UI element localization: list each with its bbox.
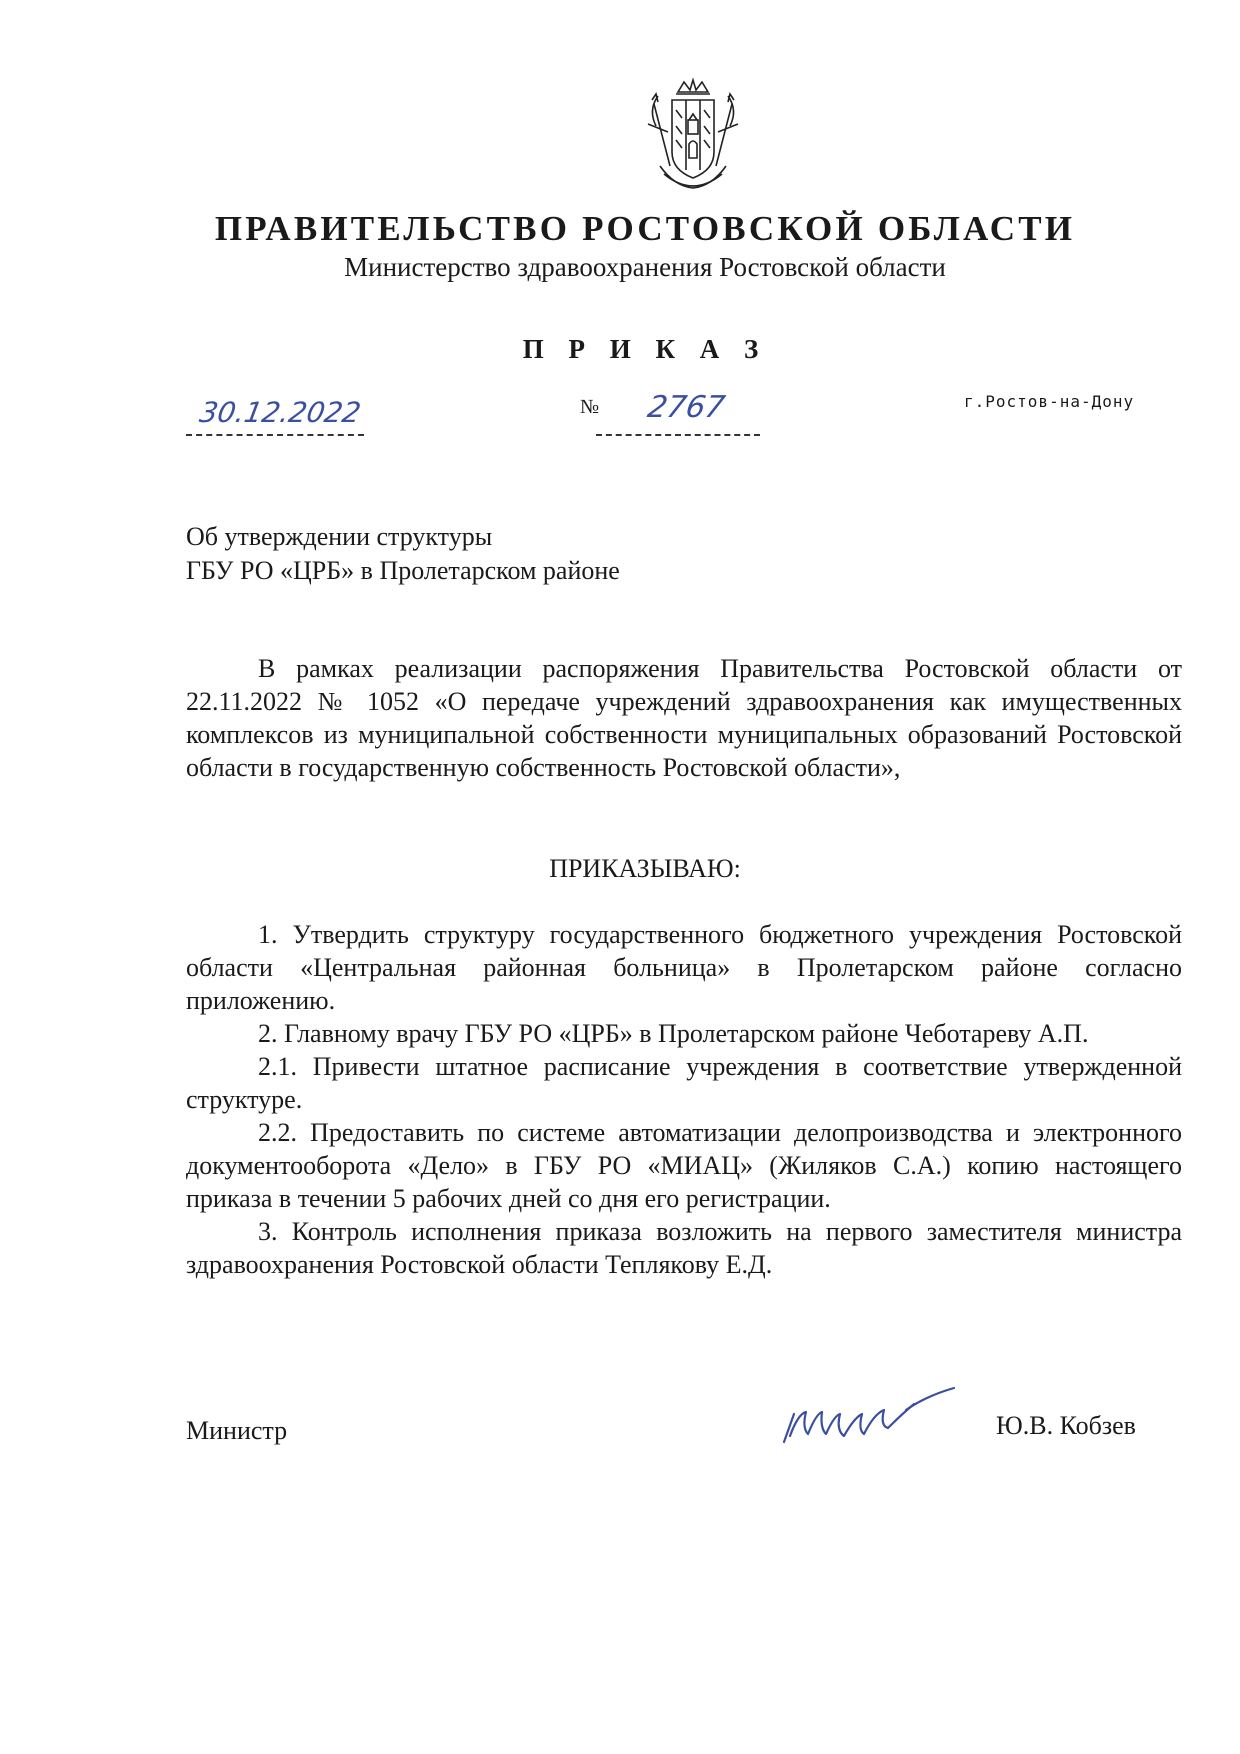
signature-icon bbox=[776, 1384, 976, 1454]
preamble-paragraph: В рамках реализации распоряжения Правительства Ростовской области от 22.11.2022 № 1052 «О передаче учреждений здравоохранения как имущественных комплексов из муниципальной собственности муниципальных образований Ростовской области в государственную собственность Ростовской области», bbox=[186, 654, 1182, 782]
order-item: 2. Главному врачу ГБУ РО «ЦРБ» в Пролетарском районе Чеботареву А.П. bbox=[258, 1019, 1089, 1048]
handwritten-date: 30.12.2022 bbox=[197, 396, 364, 429]
city: г.Ростов-на-Дону bbox=[964, 392, 1135, 411]
order-items bbox=[186, 918, 1182, 1281]
subject-line-1: Об утверждении структуры bbox=[186, 522, 493, 551]
subject-line-2: ГБУ РО «ЦРБ» в Пролетарском районе bbox=[186, 556, 620, 585]
handwritten-number: 2767 bbox=[644, 390, 728, 425]
decree-heading: ПРИКАЗЫВАЮ: bbox=[549, 854, 741, 883]
order-item: 2.1. Привести штатное расписание учреждения в соответствие утвержденной структуре. bbox=[186, 1052, 1182, 1114]
ministry-name: Министерство здравоохранения Ростовской области bbox=[344, 252, 946, 282]
subject bbox=[186, 520, 620, 588]
number-sign: № bbox=[580, 396, 600, 418]
order-item: 2.2. Предоставить по системе автоматизации делопроизводства и электронного документооборота «Дело» в ГБУ РО «МИАЦ» (Жиляков С.А.) копию настоящего приказа в течении 5 рабочих дней со дня его регистрации. bbox=[186, 1118, 1182, 1213]
signatory-title: Министр bbox=[186, 1416, 288, 1445]
document-type: П Р И К А З bbox=[522, 334, 768, 364]
coat-of-arms-icon bbox=[634, 74, 752, 196]
order-item: 1. Утвердить структуру государственного бюджетного учреждения Ростовской области «Центральная районная больница» в Пролетарском районе согласно приложению. bbox=[186, 920, 1182, 1015]
government-title: ПРАВИТЕЛЬСТВО РОСТОВСКОЙ ОБЛАСТИ bbox=[214, 209, 1076, 248]
order-item: 3. Контроль исполнения приказа возложить на первого заместителя министра здравоохранения Ростовской области Теплякову Е.Д. bbox=[186, 1217, 1182, 1279]
signatory-name: Ю.В. Кобзев bbox=[996, 1411, 1136, 1440]
